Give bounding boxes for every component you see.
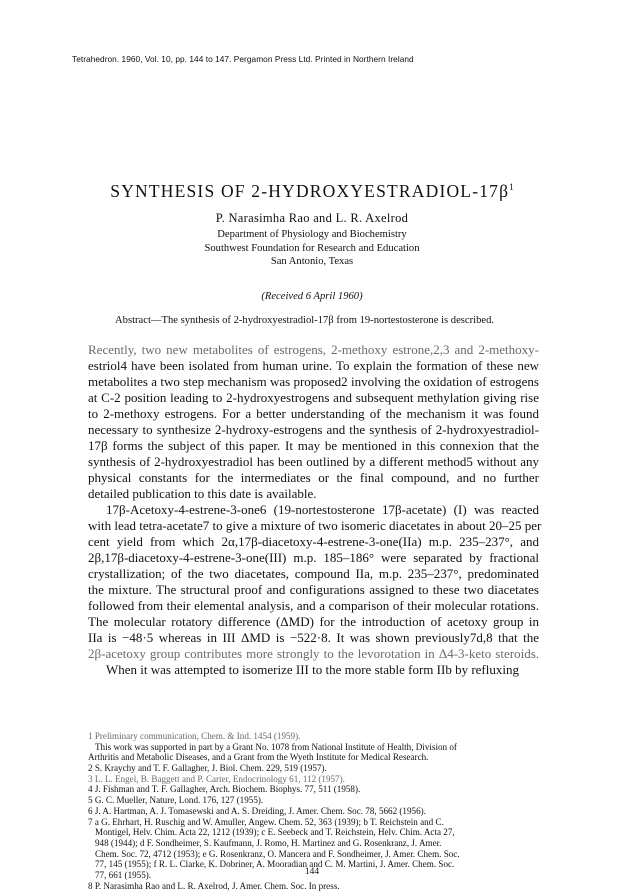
body-line: 2β,17β-diacetoxy-4-estrene-3-one(III) m.p. 185–186° were separated by fractional <box>88 550 539 565</box>
body-line: 2β-acetoxy group contributes more strongly to the levorotation in Δ4-3-keto steroids. <box>88 646 539 661</box>
affiliation-line: Department of Physiology and Biochemistry <box>217 229 407 240</box>
body-line: 17β forms the subject of this paper. It may be mentioned in this connexion that the <box>88 438 539 453</box>
footnote: 948 (1944); d F. Sondheimer, S. Kaufmann, J. Romo, H. Martinez and G. Rosenkranz, J. Amer. <box>95 837 442 848</box>
received-date <box>0 291 624 302</box>
body-line: When it was attempted to isomerize III to the more stable form IIb by refluxing <box>106 662 519 677</box>
footnote: 5 G. C. Mueller, Nature, Lond. 176, 127 (1955). <box>88 795 264 806</box>
body-line: Recently, two new metabolites of estrogens, 2-methoxy estrone,2,3 and 2-methoxy- <box>88 342 539 357</box>
body-line: cent yield from which 2α,17β-diacetoxy-4-estrene-3-one(IIa) m.p. 235–237°, and <box>88 534 539 549</box>
title-text: SYNTHESIS OF 2-HYDROXYESTRADIOL-17β <box>110 181 510 201</box>
body-line: physical constants for the intermediates or the final compound, and no further <box>88 470 539 485</box>
body-line: synthesis of 2-hydroxyestradiol has been outlined by a different method5 without any <box>88 454 539 469</box>
article-title <box>0 181 624 202</box>
footnote: Montigel, Helv. Chim. Acta 22, 1212 (1939); c E. Seebeck and T. Reichstein, Helv. Chim. Acta 27, <box>95 827 455 838</box>
body-line: followed from their elemental analysis, and a comparison of their molecular rotations. <box>88 598 539 613</box>
body-line: with lead tetra-acetate7 to give a mixture of two isomeric diacetates in about 20–25 per <box>88 518 542 533</box>
body-line: 17β-Acetoxy-4-estrene-3-one6 (19-nortestosterone 17β-acetate) (I) was reacted <box>106 502 539 517</box>
footnote: 2 S. Kraychy and T. F. Gallagher, J. Biol. Chem. 229, 519 (1957). <box>88 763 327 774</box>
affiliation <box>0 228 624 269</box>
footnote: 4 J. Fishman and T. F. Gallagher, Arch. Biochem. Biophys. 77, 511 (1958). <box>88 784 361 795</box>
abstract <box>115 315 575 326</box>
body-line: to 2-methoxy estrogens. For a better understanding of the mechanism it was found <box>88 406 539 421</box>
affiliation-line: Southwest Foundation for Research and Education <box>204 242 420 254</box>
footnote: Chem. Soc. 72, 4712 (1953); e G. Rosenkranz, O. Mancera and F. Sondheimer, J. Amer. Chem. Soc. <box>95 848 460 859</box>
footnote: This work was supported in part by a Grant No. 1078 from National Institute of Health, Division of <box>95 741 457 752</box>
footnote: 3 L. L. Engel, B. Baggett and P. Carter, Endocrinology 61, 112 (1957). <box>88 773 345 784</box>
abstract-text: —The synthesis of 2-hydroxyestradiol-17β from 19-nortestosterone is described. <box>150 315 495 326</box>
footnote: 1 Preliminary communication, Chem. & Ind. 1454 (1959). <box>88 731 301 741</box>
body-line: crystallization; of the two diacetates, compound IIa, m.p. 235–237°, predominated <box>88 566 539 581</box>
body-line: metabolites a two step mechanism was proposed2 involving the oxidation of estrogens <box>88 374 539 389</box>
footnote: 8 P. Narasimha Rao and L. R. Axelrod, J. Amer. Chem. Soc. In press. <box>88 880 340 891</box>
body-line: necessary to synthesize 2-hydroxy-estrogens and the synthesis of 2-hydroxyestradiol- <box>88 422 539 437</box>
received-text: (Received 6 April 1960) <box>261 291 363 302</box>
affiliation-line: San Antonio, Texas <box>270 256 354 267</box>
footnote: 77, 145 (1955); f R. L. Clarke, K. Dobriner, A. Mooradian and C. M. Martini, J. Amer. Chem. Soc. <box>95 859 455 870</box>
footnote: 6 J. A. Hartman, A. J. Tomasewski and A. S. Dreiding, J. Amer. Chem. Soc. 78, 5662 (1956). <box>88 805 426 816</box>
body-line: the mixture. The structural proof and configurations assigned to these two diacetates <box>88 582 539 597</box>
page-number: 144 <box>304 867 320 877</box>
body-line: at C-2 position leading to 2-hydroxyestrogens and subsequent methylation giving rise <box>88 390 539 405</box>
running-head: Tetrahedron. 1960, Vol. 10, pp. 144 to 147. Pergamon Press Ltd. Printed in Northern Ireland <box>72 54 414 64</box>
body-text <box>88 342 542 678</box>
body-line: The molecular rotatory difference (ΔMD) for the introduction of acetoxy group in <box>88 614 539 629</box>
body-line: estriol4 have been isolated from human urine. To explain the formation of these new <box>88 358 539 373</box>
footnote: 77, 661 (1955). <box>95 869 152 880</box>
footnote: 7 a G. Ehrhart, H. Ruschig and W. Amuller, Angew. Chem. 52, 363 (1939); b T. Reichstein and C. <box>88 816 444 827</box>
title-footnote-mark: 1 <box>509 182 514 193</box>
abstract-label: Abstract <box>115 315 151 326</box>
footnote: Arthritis and Metabolic Diseases, and a Grant from the Wyeth Institute for Medical Research. <box>88 752 429 763</box>
authors: P. Narasimha Rao and L. R. Axelrod <box>215 211 409 225</box>
body-line: IIa is −48·5 whereas in III ΔMD is −522·8. It was shown previously7d,8 that the <box>88 630 539 645</box>
body-line: detailed publication to this date is available. <box>88 486 317 501</box>
